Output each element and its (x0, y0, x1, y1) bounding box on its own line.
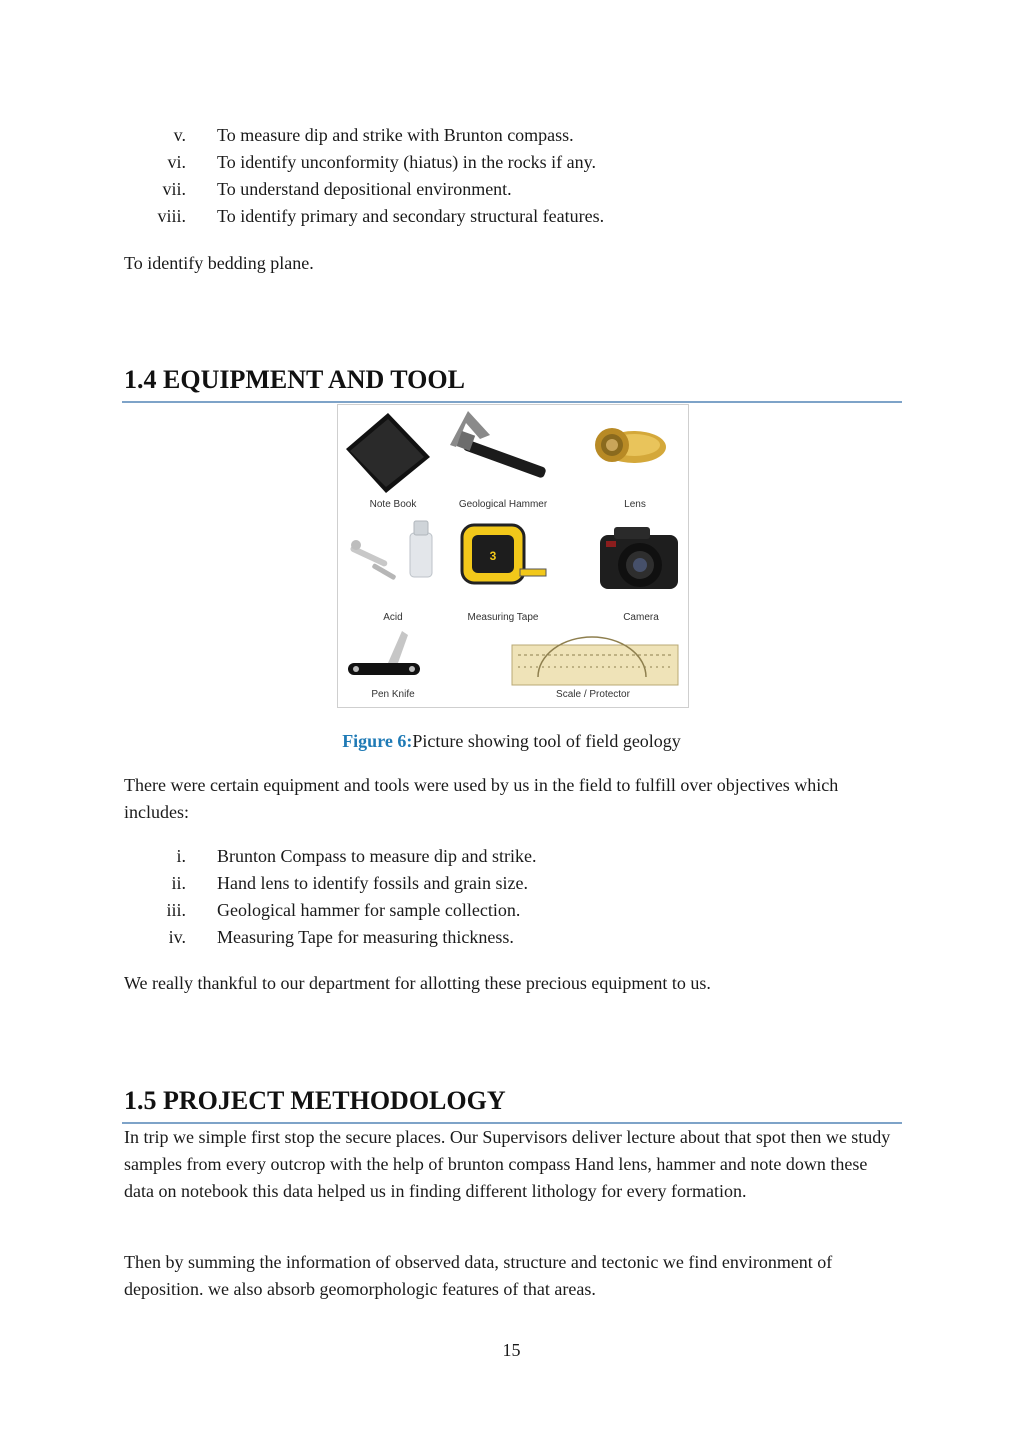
hammer-icon (450, 411, 547, 479)
figure-label: Geological Hammer (458, 499, 548, 510)
bedding-paragraph: To identify bedding plane. (124, 253, 314, 273)
section-heading-equipment: 1.4 EQUIPMENT AND TOOL (124, 365, 465, 394)
figure-label: Measuring Tape (467, 612, 539, 623)
scale-protector-icon (512, 637, 678, 685)
svg-text:3: 3 (489, 549, 497, 563)
figure-label: Acid (383, 612, 403, 623)
figure-caption (0, 728, 1023, 755)
heading-rule (122, 401, 902, 403)
acid-bottle-icon (349, 521, 432, 580)
equipment-illustration (338, 405, 688, 707)
section-heading-methodology: 1.5 PROJECT METHODOLOGY (124, 1086, 506, 1115)
figure-label: Camera (623, 612, 659, 623)
lens-icon (595, 428, 666, 463)
document-page: v. To measure dip and strike with Brunton compass. vi. To identify unconformity (hiatus) in the rocks if any. vii. To understand depositional environment. viii. To identify primary and secondary structural features. To identify bedding plane. 1.4 EQUIPMENT AND TOOL 3 Note Book Geological Hammer Lens Acid Measuring Tape Camera Pen Knife Scale / Protector Figure 6:Picture showing tool of field geology There were certain equipment and tools were used by us in the field to fulfill over objectives which includes: i. Brunton Compass to measure dip and strike. ii. Hand lens to identify fossils and grain size. iii. Geological hammer for sample collection. iv. Measuring Tape for measuring thickness. We really thankful to our department for allotting these precious equipment to us. 1.5 PROJECT METHODOLOGY In trip we simple first stop the secure places. Our Supervisors deliver lecture about that spot then we study samples from every outcrop with the help of brunton compass Hand lens, hammer and note down these data on notebook this data helped us in finding different lithology for every formation. Then by summing the information of observed data, structure and tectonic we find environment of deposition. we also absorb geomorphologic features of that areas. 15 (0, 0, 1023, 1447)
notebook-icon (346, 413, 430, 493)
camera-icon (600, 527, 678, 589)
figure-label: Pen Knife (371, 689, 415, 700)
figure-caption-text: Picture showing tool of field geology (412, 731, 681, 751)
methodology-paragraph-2: Then by summing the information of observed data, structure and tectonic we find environment of deposition. we also absorb geomorphologic features of that areas. (124, 1252, 833, 1299)
methodology-paragraph-1: In trip we simple first stop the secure places. Our Supervisors deliver lecture about that spot then we study samples from every outcrop with the help of brunton compass Hand lens, hammer and note down these data on notebook this data helped us in finding different lithology for every formation. (124, 1127, 891, 1201)
figure-label: Note Book (369, 499, 417, 510)
figure-label: Scale / Protector (556, 689, 630, 700)
pen-knife-icon (348, 631, 420, 675)
figure-label: Lens (624, 499, 646, 510)
equipment-intro-paragraph: There were certain equipment and tools were used by us in the field to fulfill over objectives which includes: (124, 775, 839, 822)
measuring-tape-icon (462, 525, 546, 583)
equipment-figure (337, 404, 689, 708)
thanks-paragraph: We really thankful to our department for allotting these precious equipment to us. (124, 973, 711, 993)
page-number: 15 (502, 1340, 521, 1360)
figure-number: Figure 6: (342, 731, 413, 751)
